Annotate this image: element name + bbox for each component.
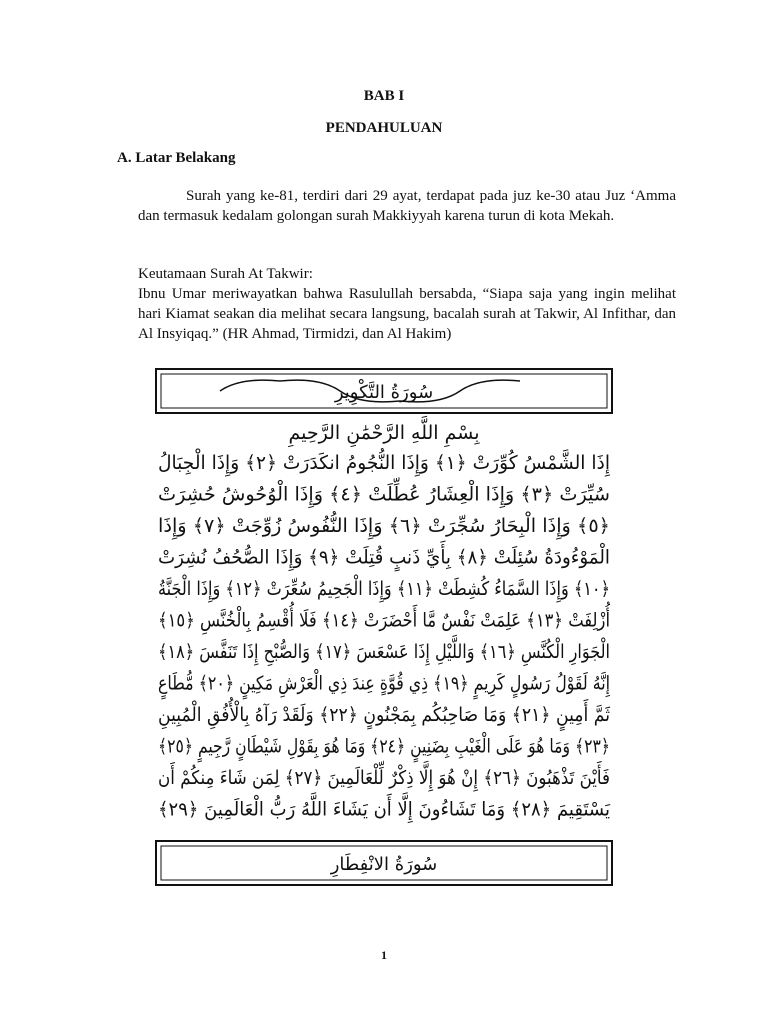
surah-header-top: سُورَةُ التَّكْوِيرِ bbox=[334, 382, 434, 403]
quran-line: ﴿٢٣﴾ وَمَا هُوَ عَلَى الْغَيْبِ بِضَنِينٍ ﴿٢٤﴾ وَمَا هُوَ بِقَوْلِ شَيْطَانٍ رَّجِيمٍ ﴿٢٥﴾ bbox=[158, 735, 626, 758]
paragraph-hadith: Ibnu Umar meriwayatkan bahwa Rasulullah bersabda, “Siapa saja yang ingin melihat hari Kiamat seakan dia melihat secara langsung, bacalah surah at Takwir, Al Infithar, dan Al Insyiqaq.” (HR Ahmad, Tirmidzi, dan Al Hakim) bbox=[138, 286, 676, 342]
quran-line: ثَمَّ أَمِينٍ ﴿٢١﴾ وَمَا صَاحِبُكُم بِمَجْنُونٍ ﴿٢٢﴾ وَلَقَدْ رَآهُ بِالْأُفُقِ الْمُبِينِ bbox=[158, 704, 618, 726]
quran-line: فَأَيْنَ تَذْهَبُونَ ﴿٢٦﴾ إِنْ هُوَ إِلَّا ذِكْرٌ لِّلْعَالَمِينَ ﴿٢٧﴾ لِمَن شَاءَ مِنكُمْ أَن bbox=[158, 767, 624, 789]
quran-line: ﴿٥﴾ وَإِذَا الْبِحَارُ سُجِّرَتْ ﴿٦﴾ وَإِذَا النُّفُوسُ زُوِّجَتْ ﴿٧﴾ وَإِذَا bbox=[158, 515, 610, 537]
chapter-label: BAB I bbox=[363, 88, 405, 104]
keutamaan-title: Keutamaan Surah At Takwir: bbox=[138, 266, 313, 282]
page-number: 1 bbox=[381, 948, 387, 962]
surah-header-bottom: سُورَةُ الانْفِطَارِ bbox=[330, 854, 438, 875]
chapter-title: PENDAHULUAN bbox=[325, 120, 443, 136]
quran-line: إِنَّهُ لَقَوْلُ رَسُولٍ كَرِيمٍ ﴿١٩﴾ ذِي قُوَّةٍ عِندَ ذِي الْعَرْشِ مَكِينٍ ﴿٢٠﴾ مُّطَاعٍ bbox=[157, 672, 641, 695]
quran-line: أُزْلِفَتْ ﴿١٣﴾ عَلِمَتْ نَفْسٌ مَّا أَحْضَرَتْ ﴿١٤﴾ فَلَا أُقْسِمُ بِالْخُنَّسِ ﴿١٥﴾ bbox=[157, 609, 620, 632]
quran-line: الْمَوْءُودَةُ سُئِلَتْ ﴿٨﴾ بِأَيِّ ذَنبٍ قُتِلَتْ ﴿٩﴾ وَإِذَا الصُّحُفُ نُشِرَتْ bbox=[158, 546, 616, 569]
quran-line: سُيِّرَتْ ﴿٣﴾ وَإِذَا الْعِشَارُ عُطِّلَتْ ﴿٤﴾ وَإِذَا الْوُحُوشُ حُشِرَتْ bbox=[158, 483, 610, 506]
quran-line: يَسْتَقِيمَ ﴿٢٨﴾ وَمَا تَشَاءُونَ إِلَّا أَن يَشَاءَ اللَّهُ رَبُّ الْعَالَمِينَ ﴿٢٩﴾ bbox=[158, 798, 614, 821]
quran-line: الْجَوَارِ الْكُنَّسِ ﴿١٦﴾ وَاللَّيْلِ إِذَا عَسْعَسَ ﴿١٧﴾ وَالصُّبْحِ إِذَا تَنَفَّسَ ﴿١٨﴾ bbox=[158, 641, 629, 663]
quran-line: إِذَا الشَّمْسُ كُوِّرَتْ ﴿١﴾ وَإِذَا النُّجُومُ انكَدَرَتْ ﴿٢﴾ وَإِذَا الْجِبَالُ bbox=[157, 452, 614, 474]
paragraph-intro: Surah yang ke-81, terdiri dari 29 ayat, terdapat pada juz ke-30 atau Juz ‘Amma dan termasuk kedalam golongan surah Makkiyyah karena turun di kota Mekah. bbox=[138, 188, 676, 224]
quran-passage-image bbox=[150, 367, 641, 887]
section-heading: A. Latar Belakang bbox=[117, 150, 236, 166]
quran-line: ﴿١٠﴾ وَإِذَا السَّمَاءُ كُشِطَتْ ﴿١١﴾ وَإِذَا الْجَحِيمُ سُعِّرَتْ ﴿١٢﴾ وَإِذَا الْجَنَّةُ bbox=[158, 578, 613, 600]
basmala: بِسْمِ اللَّهِ الرَّحْمَٰنِ الرَّحِيمِ bbox=[288, 422, 480, 444]
